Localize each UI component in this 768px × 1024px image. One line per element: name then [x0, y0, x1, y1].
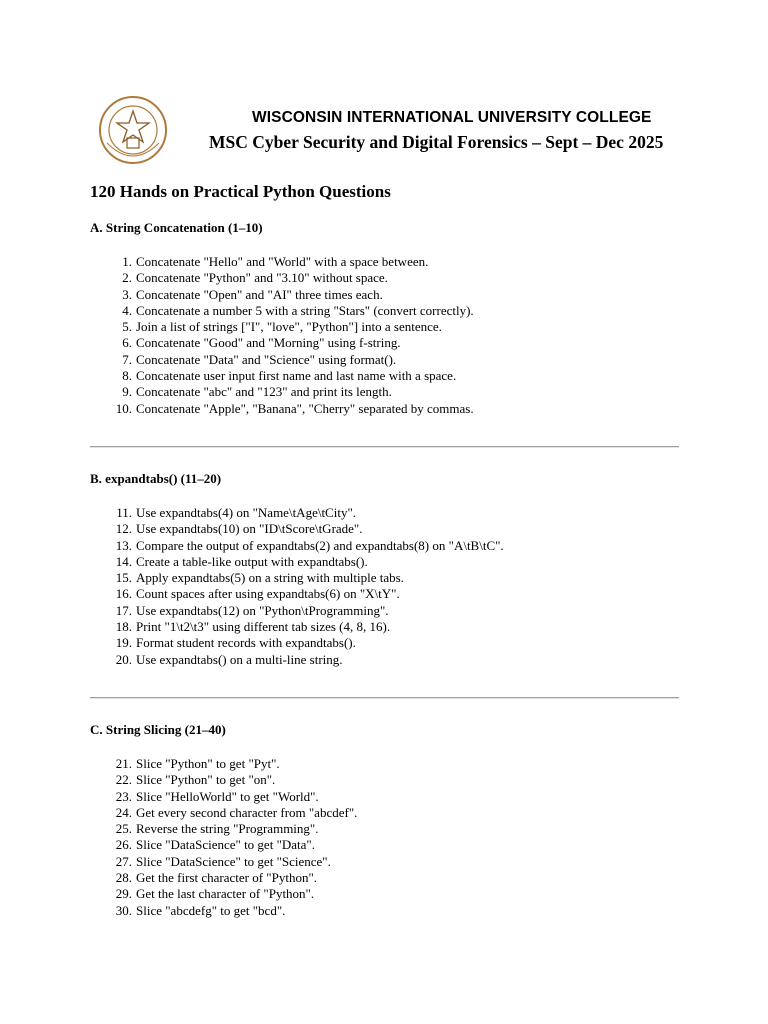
document-title: 120 Hands on Practical Python Questions: [90, 182, 391, 201]
university-name: WISCONSIN INTERNATIONAL UNIVERSITY COLLEGE: [252, 109, 652, 126]
section-heading-a: A. String Concatenation (1–10): [90, 220, 263, 235]
section-heading-c: C. String Slicing (21–40): [90, 722, 226, 737]
section-heading-b: B. expandtabs() (11–20): [90, 471, 222, 486]
section-divider: [90, 446, 679, 448]
section-divider: [90, 697, 679, 699]
program-title: MSC Cyber Security and Digital Forensics – Sept – Dec 2025: [209, 132, 664, 152]
university-logo: [93, 93, 173, 167]
